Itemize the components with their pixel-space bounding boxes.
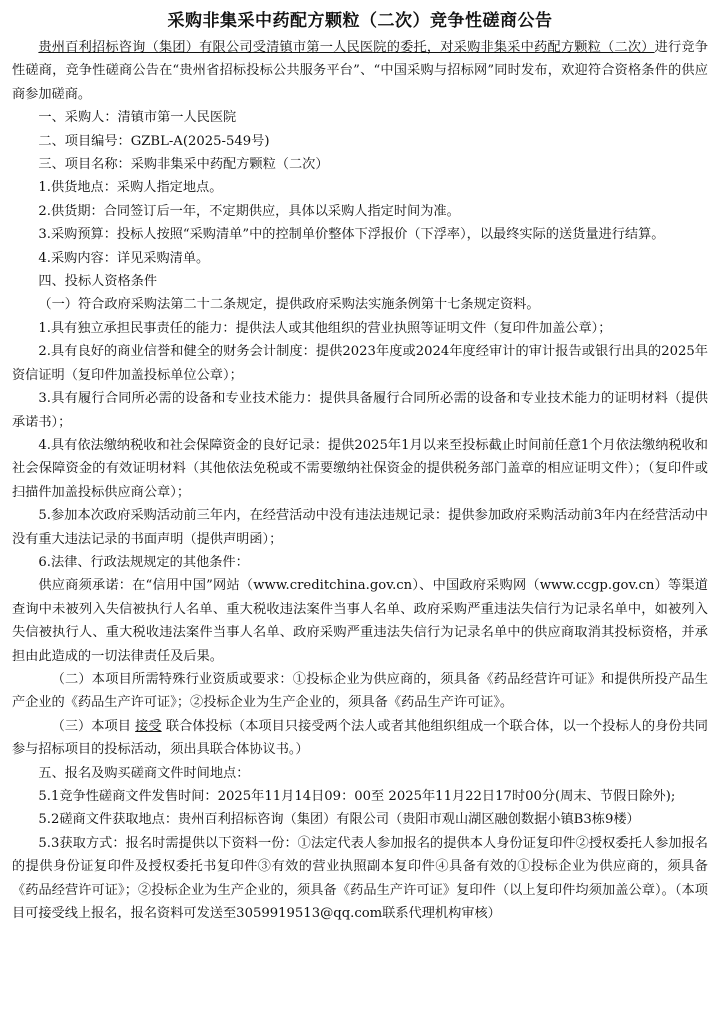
- qualification-item-2: 2.具有良好的商业信誉和健全的财务会计制度：提供2023年度或2024年度经审计的审计报告或银行出具的2025年资信证明（复印件加盖投标单位公章）；: [12, 344, 708, 383]
- qualification-1: （一）符合政府采购法第二十二条规定，提供政府采购法实施条例第十七条规定资料。: [38, 297, 540, 313]
- qualification-3-rest: 联合体投标（本项目只接受两个法人或者其他组织组成一个联合体，以一个投标人的身份共同参与招标项目的投标活动，须出具联合体协议书。）: [12, 718, 708, 758]
- item-content: 4.采购内容：详见采购清单。: [38, 250, 210, 266]
- qualification-3: [12, 715, 708, 762]
- qualification-item-5: 5.参加本次政府采购活动前三年内，在经营活动中没有违法违规记录：提供参加政府采购活动前3年内在经营活动中没有重大违法记录的书面声明（提供声明函）；: [12, 508, 708, 547]
- registration-location: 5.2磋商文件获取地点：贵州百利招标咨询（集团）有限公司（贵阳市观山湖区融创数据小镇B3栋9楼）: [38, 812, 640, 828]
- qualification-item-6: 6.法律、行政法规规定的其他条件：: [38, 554, 249, 570]
- qualification-3-prefix: （三）本项目: [51, 718, 136, 734]
- registration-method: 5.3获取方式：报名时需提供以下资料一份：①法定代表人参加报名的提供本人身份证复印件②授权委托人参加报名的提供身份证复印件及授权委托书复印件③有效的营业执照副本复印件④具备有效的①投标企业为供应商的，须具备《药品经营许可证》；②投标企业为生产企业的，须具备《药品生产许可证》复印件（以上复印件均须加盖公章）。（本项目可接受线上报名，报名资料可发送至3059919513@qq.com联系代理机构审核）: [12, 835, 708, 922]
- section-registration: 五、报名及购买磋商文件时间地点：: [38, 765, 250, 781]
- item-delivery-period: 2.供货期：合同签订后一年，不定期供应，具体以采购人指定时间为准。: [38, 203, 460, 219]
- section-purchaser: 一、采购人：清镇市第一人民医院: [38, 110, 237, 126]
- qualification-item-3: 3.具有履行合同所必需的设备和专业技术能力：提供具备履行合同所必需的设备和专业技术能力的证明材料（提供承诺书）；: [12, 391, 708, 430]
- qualification-2: （二）本项目所需特殊行业资质或要求：①投标企业为供应商的，须具备《药品经营许可证》和提供所投产品生产企业的《药品生产许可证》；②投标企业为生产企业的，须具备《药品生产许可证》。: [12, 671, 708, 711]
- item-delivery-location: 1.供货地点：采购人指定地点。: [38, 180, 223, 196]
- intro-text: 进行竞争性磋商，竞争性磋商公告在“贵州省招标投标公共服务平台”、“中国采购与招标网”同时发布，欢迎符合资格条件的供应商参加磋商。: [12, 40, 709, 102]
- page-title: 采购非集采中药配方颗粒（二次）竞争性磋商公告: [167, 11, 553, 31]
- qualification-item-4: 4.具有依法缴纳税收和社会保障资金的良好记录：提供2025年1月以来至投标截止时间前任意1个月依法缴纳税收和社会保障资金的有效证明材料（其他依法免税或不需要缴纳社保资金的提供税务部门盖章的相应证明文件）；（复印件或扫描件加盖投标供应商公章）；: [12, 437, 708, 500]
- intro-underlined-text: 贵州百利招标咨询（集团）有限公司受清镇市第一人民医院的委托，对采购非集采中药配方颗粒（二次）: [38, 40, 655, 55]
- registration-time: 5.1竞争性磋商文件发售时间：2025年11月14日09：00至 2025年11月22日17时00分(周末、节假日除外);: [38, 789, 676, 804]
- intro-paragraph: [12, 36, 708, 106]
- qualification-3-accept: 接受: [135, 718, 162, 734]
- section-project-number: 二、项目编号：GZBL-A(2025-549号): [38, 133, 270, 149]
- qualification-item-1: 1.具有独立承担民事责任的能力：提供法人或其他组织的营业执照等证明文件（复印件加盖公章）；: [38, 320, 612, 336]
- supplier-commitment: 供应商须承诺：在“信用中国”网站（www.creditchina.gov.cn）、中国政府采购网（www.ccgp.gov.cn）等渠道查询中未被列入失信被执行人名单、重大税收违法案件当事人名单、政府采购严重违法失信行为记录名单中，如被列入失信被执行人、重大税收违法案件当事人名单、政府采购严重违法失信行为记录名单中的供应商取消其投标资格，并承担由此造成的一切法律责任及后果。: [12, 578, 708, 664]
- section-project-name: 三、项目名称：采购非集采中药配方颗粒（二次）: [38, 157, 329, 173]
- section-qualifications: 四、投标人资格条件: [38, 274, 158, 290]
- item-budget: 3.采购预算：投标人按照“采购清单”中的控制单价整体下浮报价（下浮率），以最终实际的送货量进行结算。: [38, 227, 665, 243]
